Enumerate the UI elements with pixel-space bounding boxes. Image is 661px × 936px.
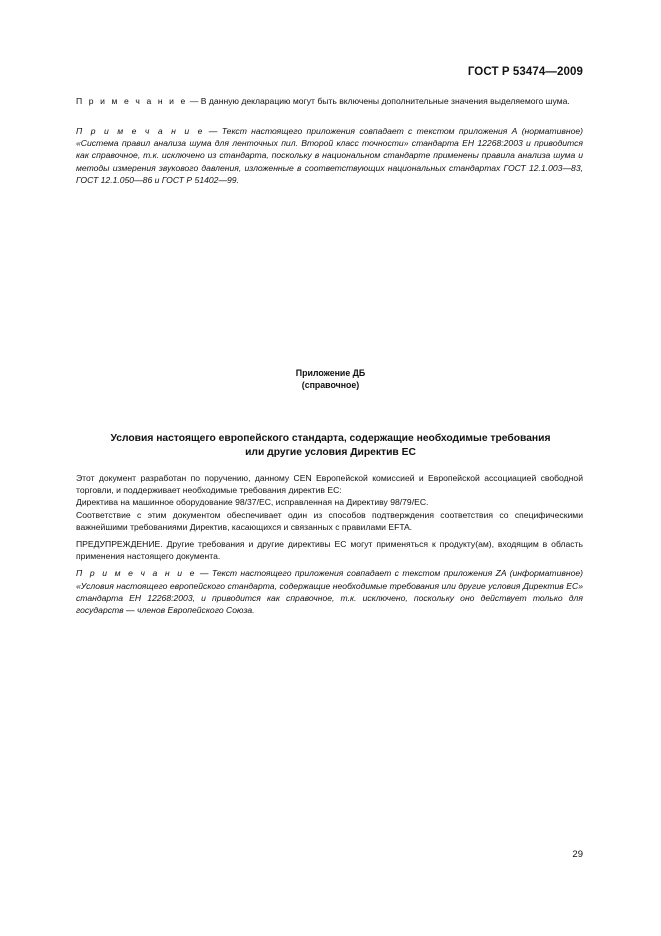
note-text: Текст настоящего приложения совпадает с текстом приложения А (нормативное) «Система правил анализа шума для ленточных пил. Второй класс точности» стандарта ЕН 12268:2003 и приводится как справочное, т.к. исключено из стандарта, поскольку в национальном стандарте применены правила анализа шума и методы измерения звукового давления, изложенные в соответствующих национальных стандартах ГОСТ 12.1.003—83, ГОСТ 12.1.050—86 и ГОСТ Р 51402—99. bbox=[76, 126, 583, 185]
note-dash: — bbox=[204, 126, 222, 136]
note-label: П р и м е ч а н и е bbox=[76, 568, 197, 579]
body-paragraph-1: Этот документ разработан по поручению, данному CEN Европейской комиссией и Европейской ассоциацией свободной торговли, и поддерживает необходимые требования директив ЕС: bbox=[76, 473, 583, 496]
page-number: 29 bbox=[572, 849, 583, 860]
document-header-code: ГОСТ Р 53474—2009 bbox=[467, 66, 583, 78]
body-note bbox=[76, 567, 583, 616]
body-paragraph-warning: ПРЕДУПРЕЖДЕНИЕ. Другие требования и другие директивы ЕС могут применяться к продукту(ам), входящим в область применения настоящего документа. bbox=[76, 539, 583, 562]
annex-name: Приложение ДБ bbox=[295, 368, 366, 378]
body-paragraph-3: Соответствие с этим документом обеспечивает один из способов подтверждения соответствия со специфическими важнейшими требованиями Директив, касающихся и связанных с правилами EFTA. bbox=[76, 509, 583, 532]
note-dash: — bbox=[187, 96, 201, 106]
note-top-2 bbox=[76, 125, 583, 186]
annex-title-line-1: Условия настоящего европейского стандарта, содержащие необходимые требования bbox=[110, 433, 551, 444]
body-paragraph-2: Директива на машинное оборудование 98/37/ЕС, исправленная на Директиву 98/79/ЕС. bbox=[76, 497, 429, 508]
note-top-1 bbox=[76, 95, 583, 107]
note-label: П р и м е ч а н и е bbox=[76, 96, 188, 106]
note-text: Текст настоящего приложения совпадает с текстом приложения ZA (информативное) «Условия настоящего европейского стандарта, содержащие необходимые требования или другие условия Директив ЕС» стандарта ЕН 12268:2003, и приводится как справочное, т.к. исключено, поскольку оно действует только для государств — членов Европейского Союза. bbox=[76, 568, 583, 616]
annex-title bbox=[60, 432, 601, 460]
annex-heading bbox=[0, 367, 661, 391]
note-label: П р и м е ч а н и е bbox=[76, 126, 205, 136]
annex-type: (справочное) bbox=[301, 380, 360, 390]
annex-body bbox=[76, 472, 583, 616]
note-text: В данную декларацию могут быть включены дополнительные значения выделяемого шума. bbox=[200, 96, 570, 106]
note-dash: — bbox=[196, 568, 212, 579]
annex-title-line-2: или другие условия Директив ЕС bbox=[245, 447, 416, 459]
